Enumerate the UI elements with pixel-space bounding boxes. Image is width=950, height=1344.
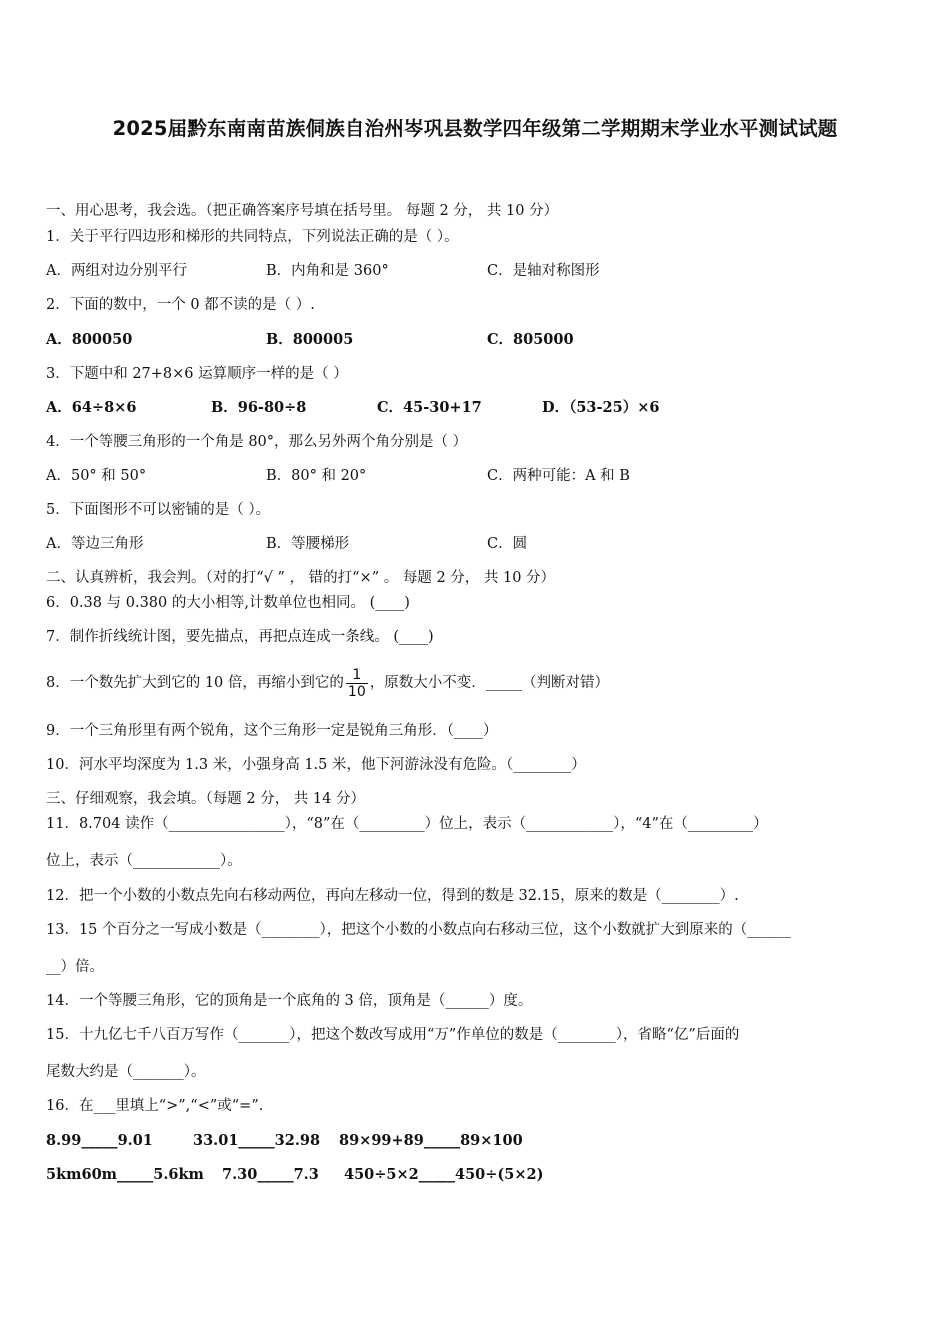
comparison-item[interactable]: 5km60m_____5.6km — [46, 1166, 204, 1183]
question-12: 12．把一个小数的小数点先向右移动两位，再向左移动一位，得到的数是 32.15，原来的数是（________）. — [46, 888, 739, 904]
question-2-options — [46, 330, 574, 350]
question-16-row2 — [46, 1165, 543, 1185]
option-a[interactable]: A．50° 和 50° — [46, 468, 147, 484]
question-1-options — [46, 261, 600, 281]
comparison-item[interactable]: 33.01_____32.98 — [193, 1132, 321, 1149]
section2-header: 二、认真辨析，我会判。（对的打“√ ” ， 错的打“×” 。 每题 2 分， 共 10 分） — [46, 570, 556, 586]
question-4: 4．一个等腰三角形的一个角是 80°，那么另外两个角分别是（ ） — [46, 434, 468, 450]
question-10: 10．河水平均深度为 1.3 米，小强身高 1.5 米，他下河游泳没有危险。（________） — [46, 757, 586, 773]
question-16: 16．在___里填上“>”,“<”或“=”. — [46, 1098, 264, 1114]
question-8-text-before: 8．一个数先扩大到它的 10 倍，再缩小到它的 — [46, 675, 344, 691]
question-13-line1: 13．15 个百分之一写成小数是（________），把这个小数的小数点向右移动三位，这个小数就扩大到原来的（______ — [46, 922, 791, 938]
option-c[interactable]: C．805000 — [487, 331, 574, 348]
option-d[interactable]: D．（53-25）×6 — [542, 399, 660, 416]
option-c[interactable]: C．是轴对称图形 — [487, 263, 600, 279]
question-6: 6．0.38 与 0.380 的大小相等,计数单位也相同。 (____) — [46, 595, 410, 611]
question-11-line1: 11．8.704 读作（________________），“8”在（_________）位上，表示（____________），“4”在（_________） — [46, 816, 768, 832]
option-a[interactable]: A．64÷8×6 — [46, 399, 137, 416]
question-9: 9．一个三角形里有两个锐角，这个三角形一定是锐角三角形．（____） — [46, 723, 498, 739]
comparison-item[interactable]: 8.99_____9.01 — [46, 1132, 153, 1149]
option-a[interactable]: A．等边三角形 — [46, 536, 144, 552]
question-15-line2: 尾数大约是（_______）。 — [46, 1064, 206, 1080]
question-3: 3．下题中和 27+8×6 运算顺序一样的是（ ） — [46, 366, 348, 382]
option-a[interactable]: A．800050 — [46, 331, 133, 348]
question-16-row1 — [46, 1131, 523, 1151]
question-7: 7．制作折线统计图，要先描点，再把点连成一条线。 (____) — [46, 629, 434, 645]
option-c[interactable]: C．圆 — [487, 536, 528, 552]
option-b[interactable]: B．800005 — [266, 331, 354, 348]
fraction — [346, 667, 368, 700]
option-b[interactable]: B．等腰梯形 — [266, 536, 350, 552]
option-b[interactable]: B．96-80÷8 — [211, 399, 307, 416]
comparison-item[interactable]: 450÷5×2_____450÷(5×2) — [344, 1166, 544, 1183]
question-14: 14．一个等腰三角形，它的顶角是一个底角的 3 倍，顶角是（______）度。 — [46, 993, 533, 1009]
question-5-options — [46, 534, 527, 554]
page-title: 2025届黔东南南苗族侗族自治州岑巩县数学四年级第二学期期末学业水平测试试题 — [112, 117, 838, 140]
fraction-numerator: 1 — [346, 667, 368, 684]
option-a[interactable]: A．两组对边分别平行 — [46, 263, 187, 279]
question-1: 1．关于平行四边形和梯形的共同特点，下列说法正确的是（ ）。 — [46, 229, 459, 245]
question-13-line2: __）倍。 — [46, 959, 104, 975]
question-2: 2．下面的数中，一个 0 都不读的是（ ）. — [46, 297, 315, 313]
option-c[interactable]: C．45-30+17 — [377, 399, 482, 416]
section1-header: 一、用心思考，我会选。（把正确答案序号填在括号里。 每题 2 分， 共 10 分） — [46, 203, 559, 219]
option-b[interactable]: B．内角和是 360° — [266, 263, 389, 279]
option-c[interactable]: C．两种可能：A 和 B — [487, 468, 630, 484]
question-3-options — [46, 398, 659, 418]
question-8 — [46, 662, 609, 704]
comparison-item[interactable]: 89×99+89_____89×100 — [339, 1132, 523, 1149]
section3-header: 三、仔细观察，我会填。（每题 2 分， 共 14 分） — [46, 791, 365, 807]
question-11-line2: 位上，表示（____________）。 — [46, 853, 242, 869]
question-15-line1: 15．十九亿七千八百万写作（_______），把这个数改写成用“万”作单位的数是（________），省略“亿”后面的 — [46, 1027, 740, 1043]
comparison-item[interactable]: 7.30_____7.3 — [222, 1166, 319, 1183]
fraction-denominator: 10 — [347, 683, 366, 700]
question-8-text-after: ，原数大小不变．_____（判断对错） — [369, 675, 609, 691]
option-b[interactable]: B．80° 和 20° — [266, 468, 367, 484]
question-5: 5．下面图形不可以密铺的是（ ）。 — [46, 502, 271, 518]
question-4-options — [46, 466, 630, 486]
